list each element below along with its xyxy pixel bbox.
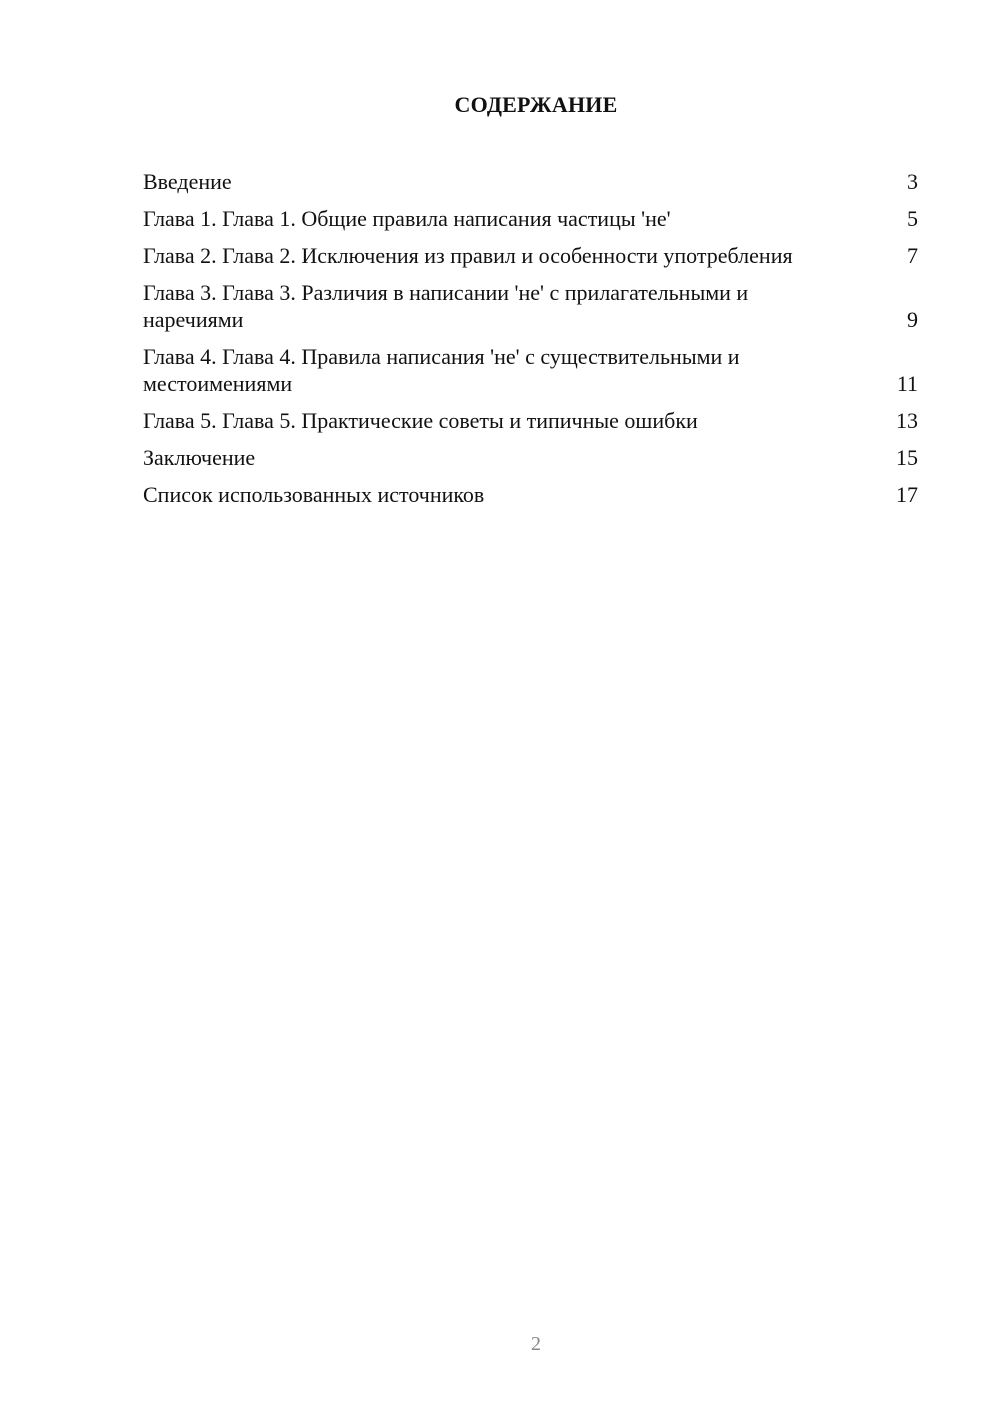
toc-entry-references [143, 481, 918, 508]
toc-page-number: 9 [907, 307, 918, 332]
toc-entry-introduction [143, 168, 918, 195]
toc-label: Введение [143, 169, 232, 194]
toc-page-number: 5 [907, 206, 918, 231]
toc-label: Глава 4. Глава 4. Правила написания 'не' с существительными и местоимениями [143, 344, 740, 396]
page-number: 2 [531, 1333, 541, 1355]
table-of-contents [143, 168, 918, 518]
toc-entry-chapter-4 [143, 343, 918, 397]
toc-entry-chapter-5 [143, 407, 918, 434]
page-title: СОДЕРЖАНИЕ [454, 92, 618, 117]
toc-page-number: 11 [896, 371, 918, 396]
toc-page-number: 3 [907, 169, 918, 194]
toc-label: Глава 2. Глава 2. Исключения из правил и особенности употребления [143, 243, 793, 268]
toc-label: Глава 1. Глава 1. Общие правила написания частицы 'не' [143, 206, 671, 231]
toc-page-number: 7 [907, 243, 918, 268]
toc-page-number: 15 [896, 445, 918, 470]
toc-label: Заключение [143, 445, 256, 470]
toc-entry-chapter-3 [143, 279, 918, 333]
toc-label: Глава 5. Глава 5. Практические советы и типичные ошибки [143, 408, 698, 433]
toc-label: Список использованных источников [143, 482, 485, 507]
toc-label: Глава 3. Глава 3. Различия в написании 'не' с прилагательными и наречиями [143, 280, 749, 332]
toc-entry-chapter-2 [143, 242, 918, 269]
toc-page-number: 17 [896, 482, 918, 507]
toc-entry-conclusion [143, 444, 918, 471]
toc-entry-chapter-1 [143, 205, 918, 232]
toc-page-number: 13 [896, 408, 918, 433]
